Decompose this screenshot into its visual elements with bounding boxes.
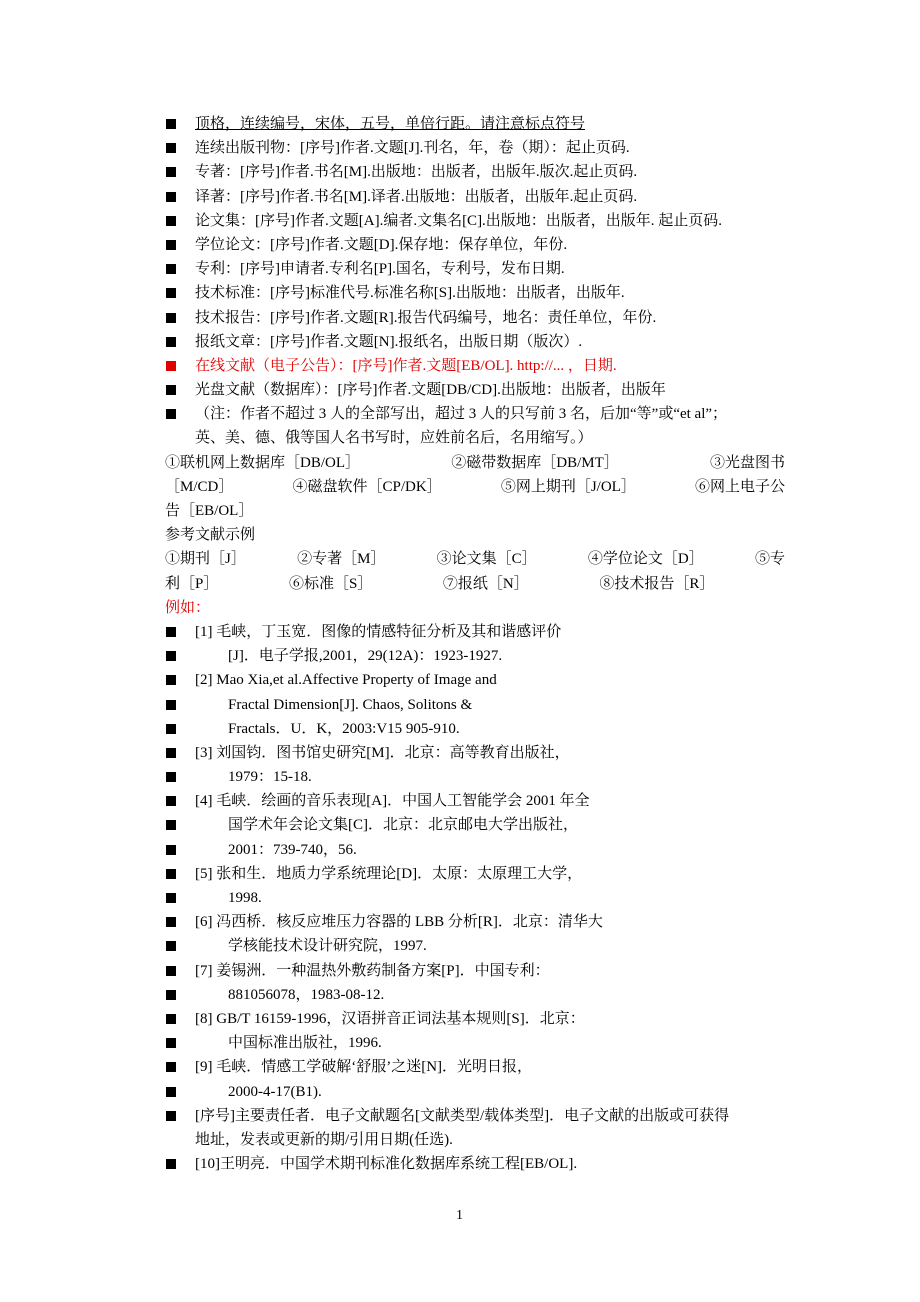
bullet-item xyxy=(165,910,785,934)
bullet-item xyxy=(165,233,785,257)
square-bullet-icon xyxy=(166,216,176,226)
page-number: 1 xyxy=(456,1208,463,1223)
line-text: 例如： xyxy=(165,599,211,616)
square-bullet-icon xyxy=(166,337,176,347)
bullet-item xyxy=(165,886,785,910)
line-text: [J]．电子学报,2001，29(12A)：1923-1927. xyxy=(228,648,503,665)
type-code-row xyxy=(165,547,785,571)
square-bullet-icon xyxy=(166,748,176,758)
line-text: 技术报告：[序号]作者.文题[R].报告代码编号，地名：责任单位，年份. xyxy=(195,309,657,326)
square-bullet-icon xyxy=(166,288,176,298)
bullet-item xyxy=(165,354,785,378)
bullet-item xyxy=(165,378,785,402)
bullet-item xyxy=(165,1152,785,1176)
square-bullet-icon xyxy=(166,1038,176,1048)
line-text: 1979：15-18. xyxy=(228,769,312,786)
type-code-item: ⑤专 xyxy=(754,551,785,568)
type-code-item: ④磁盘软件［CP/DK］ xyxy=(292,478,442,495)
type-code-item: ②专著［M］ xyxy=(297,551,386,568)
line-text: 专利：[序号]申请者.专利名[P].国名，专利号，发布日期. xyxy=(195,261,565,278)
line-text: 1998. xyxy=(228,890,262,906)
type-code-item: ⑦报纸［N］ xyxy=(442,575,529,592)
line-text: 地址，发表或更新的期/引用日期(任选). xyxy=(195,1131,453,1148)
bullet-item xyxy=(165,136,785,160)
continuation-line xyxy=(165,426,785,450)
bullet-item xyxy=(165,330,785,354)
bullet-item xyxy=(165,741,785,765)
line-text: 连续出版刊物：[序号]作者.文题[J].刊名，年，卷（期）：起止页码. xyxy=(195,140,630,157)
square-bullet-icon xyxy=(166,772,176,782)
type-code-item: ②磁带数据库［DB/MT］ xyxy=(451,454,619,471)
bullet-item xyxy=(165,717,785,741)
line-text: 2000-4-17(B1). xyxy=(228,1083,322,1100)
line-text: 告［EB/OL］ xyxy=(165,503,254,519)
square-bullet-icon xyxy=(166,651,176,661)
line-text: [9] 毛峡．情感工学破解‘舒服’之迷[N]．光明日报， xyxy=(195,1059,533,1076)
type-code-item: ⑥标准［S］ xyxy=(288,575,373,592)
line-text: 光盘文献（数据库）：[序号]作者.文题[DB/CD].出版地：出版者，出版年 xyxy=(195,382,666,399)
bullet-item xyxy=(165,281,785,305)
line-text: [7] 姜锡洲．一种温热外敷药制备方案[P]．中国专利： xyxy=(195,962,550,979)
square-bullet-icon xyxy=(166,990,176,1000)
line-text: 881056078，1983-08-12. xyxy=(228,986,385,1003)
line-text: [1] 毛峡，丁玉宽．图像的情感特征分析及其和谐感评价 xyxy=(195,623,562,640)
line-text: 报纸文章：[序号]作者.文题[N].报纸名，出版日期（版次）. xyxy=(195,333,583,350)
square-bullet-icon xyxy=(166,966,176,976)
line-text: 国学术年会论文集[C]．北京：北京邮电大学出版社， xyxy=(228,817,578,834)
line-text: 技术标准：[序号]标准代号.标准名称[S].出版地：出版者，出版年. xyxy=(195,285,625,302)
bullet-item xyxy=(165,620,785,644)
bullet-item xyxy=(165,838,785,862)
type-code-row xyxy=(165,475,785,499)
type-code-item: ①联机网上数据库［DB/OL］ xyxy=(165,454,361,471)
bullet-item xyxy=(165,862,785,886)
square-bullet-icon xyxy=(166,167,176,177)
bullet-item xyxy=(165,112,785,136)
bullet-item xyxy=(165,644,785,668)
bullet-item xyxy=(165,1080,785,1104)
bullet-item xyxy=(165,1031,785,1055)
square-bullet-icon xyxy=(166,1111,176,1121)
line-text: Fractals．U．K，2003:V15 905-910. xyxy=(228,720,460,737)
square-bullet-icon xyxy=(166,192,176,202)
line-text: 中国标准出版社，1996. xyxy=(228,1035,382,1052)
type-code-item: ④学位论文［D］ xyxy=(587,551,704,568)
square-bullet-icon xyxy=(166,143,176,153)
line-text: 2001：739-740，56. xyxy=(228,841,357,858)
type-code-item: ⑤网上期刊［J/OL］ xyxy=(500,478,636,495)
line-text: [2] Mao Xia,et al.Affective Property of Image and xyxy=(195,672,497,689)
continuation-line xyxy=(165,1128,785,1152)
bullet-item xyxy=(165,402,785,426)
type-code-item: ③论文集［C］ xyxy=(436,551,537,568)
bullet-item xyxy=(165,1055,785,1079)
line-text: 学位论文：[序号]作者.文题[D].保存地：保存单位，年份. xyxy=(195,236,568,253)
square-bullet-icon xyxy=(166,1159,176,1169)
square-bullet-icon xyxy=(166,409,176,419)
type-code-item: ⑧技术报告［R］ xyxy=(599,575,715,592)
square-bullet-icon xyxy=(166,796,176,806)
square-bullet-icon xyxy=(166,941,176,951)
square-bullet-icon xyxy=(166,845,176,855)
document-body xyxy=(165,112,785,1176)
type-code-row xyxy=(165,451,785,475)
line-text: 专著：[序号]作者.书名[M].出版地：出版者，出版年.版次.起止页码. xyxy=(195,164,638,181)
square-bullet-icon xyxy=(166,917,176,927)
line-text: [8] GB/T 16159-1996，汉语拼音正词法基本规则[S]．北京： xyxy=(195,1010,585,1027)
bullet-item xyxy=(165,209,785,233)
square-bullet-icon xyxy=(166,893,176,903)
bullet-item xyxy=(165,306,785,330)
square-bullet-icon xyxy=(166,627,176,637)
bullet-item xyxy=(165,185,785,209)
bullet-item xyxy=(165,693,785,717)
line-text: 译著：[序号]作者.书名[M].译者.出版地：出版者，出版年.起止页码. xyxy=(195,188,638,205)
line-text: Fractal Dimension[J]. Chaos, Solitons & xyxy=(228,696,473,713)
type-code-row xyxy=(165,572,785,596)
bullet-item xyxy=(165,934,785,958)
line-text: [5] 张和生．地质力学系统理论[D]．太原：太原理工大学， xyxy=(195,865,583,882)
line-text: 顶格，连续编号，宋体，五号，单倍行距。请注意标点符号 xyxy=(195,116,586,132)
square-bullet-icon xyxy=(166,724,176,734)
text-line xyxy=(165,499,785,523)
square-bullet-icon xyxy=(166,1087,176,1097)
line-text: 在线文献（电子公告）：[序号]作者.文题[EB/OL]. http://... ，日期. xyxy=(195,357,617,374)
square-bullet-icon xyxy=(166,675,176,685)
bullet-item xyxy=(165,789,785,813)
type-code-item: ③光盘图书 xyxy=(709,454,785,471)
type-code-item: 利［P］ xyxy=(165,575,219,592)
type-code-item: ［M/CD］ xyxy=(165,478,234,495)
square-bullet-icon xyxy=(166,313,176,323)
square-bullet-icon xyxy=(166,1014,176,1024)
bullet-item xyxy=(165,1007,785,1031)
line-text: [3] 刘国钧．图书馆史研究[M]．北京：高等教育出版社， xyxy=(195,744,570,761)
line-text: 论文集：[序号]作者.文题[A].编者.文集名[C].出版地：出版者，出版年. 起止页码. xyxy=(195,212,723,229)
line-text: 英、美、德、俄等国人名书写时，应姓前名后，名用缩写。） xyxy=(195,430,593,447)
square-bullet-icon xyxy=(166,1062,176,1072)
line-text: 学核能技术设计研究院，1997. xyxy=(228,938,427,955)
bullet-item xyxy=(165,1104,785,1128)
type-code-item: ⑥网上电子公 xyxy=(694,478,785,495)
bullet-item xyxy=(165,983,785,1007)
square-bullet-icon xyxy=(166,869,176,879)
bullet-item xyxy=(165,813,785,837)
example-heading xyxy=(165,596,785,620)
line-text: [序号]主要责任者．电子文献题名[文献类型/载体类型]．电子文献的出版或可获得 xyxy=(195,1107,730,1124)
square-bullet-icon xyxy=(166,264,176,274)
type-code-item: ①期刊［J］ xyxy=(165,551,246,568)
square-bullet-icon xyxy=(166,385,176,395)
line-text: （注：作者不超过 3 人的全部写出，超过 3 人的只写前 3 名，后加“等”或“et al”； xyxy=(195,406,728,423)
square-bullet-icon xyxy=(166,240,176,250)
bullet-item xyxy=(165,257,785,281)
square-bullet-icon xyxy=(166,820,176,830)
bullet-item xyxy=(165,160,785,184)
square-bullet-icon xyxy=(166,361,176,371)
line-text: [6] 冯西桥．核反应堆压力容器的 LBB 分析[R]．北京：清华大 xyxy=(195,914,603,931)
bullet-item xyxy=(165,765,785,789)
line-text: [4] 毛峡．绘画的音乐表现[A]．中国人工智能学会 2001 年全 xyxy=(195,793,590,810)
square-bullet-icon xyxy=(166,700,176,710)
line-text: [10]王明亮．中国学术期刊标准化数据库系统工程[EB/OL]. xyxy=(195,1156,578,1173)
bullet-item xyxy=(165,668,785,692)
square-bullet-icon xyxy=(166,119,176,129)
line-text: 参考文献示例 xyxy=(165,527,256,544)
text-line xyxy=(165,523,785,547)
bullet-item xyxy=(165,959,785,983)
